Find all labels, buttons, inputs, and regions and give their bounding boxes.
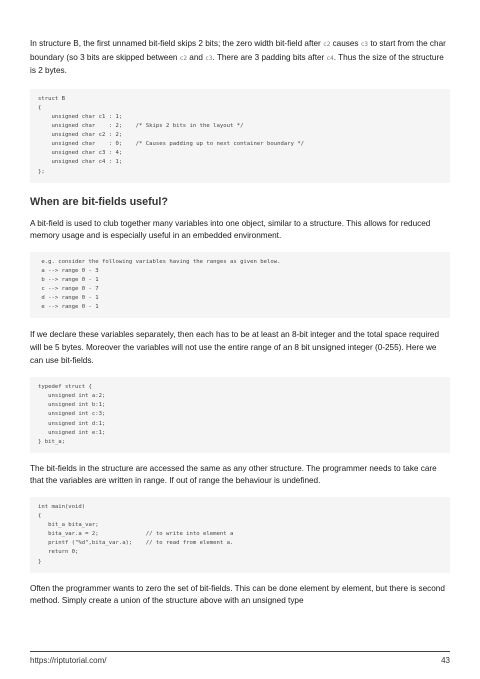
footer-url[interactable]: https://riptutorial.com/ bbox=[30, 656, 107, 665]
inline-code-c2: c2 bbox=[179, 54, 187, 62]
paragraph-bitfield-intro: A bit-field is used to club together many variables into one object, similar to a structure. This allows for reduced memory usage and is especially useful in an embedded environment. bbox=[30, 218, 431, 241]
intro-text: . There are 3 padding bits after bbox=[212, 52, 327, 62]
inline-code-c2: c2 bbox=[323, 41, 331, 48]
code-block-main: int main(void) { bit_a bita_var; bita_var.a = 2; // to write into element a printf ("%d",bita_var.a); // to read from element a. return 0; } bbox=[30, 497, 450, 573]
inline-code-c4: c4 bbox=[326, 54, 334, 62]
page-content bbox=[30, 38, 450, 608]
intro-text: to start from the char boundary (so 3 bits are skipped between bbox=[30, 39, 446, 62]
intro-text: In structure B, the first unnamed bit-field skips 2 bits; the zero width bit-field after bbox=[30, 39, 324, 48]
paragraph-zero-bitfields: Often the programmer wants to zero the set of bit-fields. This can be done element by element, but there is second method. Simply create a union of the structure above with an unsigned type bbox=[30, 583, 445, 606]
page-number: 43 bbox=[441, 656, 450, 665]
intro-text: . Thus the size of the structure is 2 bytes. bbox=[30, 52, 444, 76]
inline-code-c3: c3 bbox=[360, 41, 369, 48]
paragraph-separate-vars: If we declare these variables separately, then each has to be at least an 8-bit integer and the total space required will be 5 bytes. Moreover the variables will not use the entire range of an 8 bit unsigned integer (0-255). Here we can use bit-fields. bbox=[30, 330, 440, 365]
page-footer bbox=[30, 651, 450, 665]
inline-code-c3: c3 bbox=[205, 54, 213, 62]
code-block-typedef: typedef struct { unsigned int a:2; unsigned int b:1; unsigned int c:3; unsigned int d:1; unsigned int e:1; } bit_a; bbox=[30, 377, 450, 453]
paragraph-access: The bit-fields in the structure are accessed the same as any other structure. The programmer needs to take care that the variables are written in range. If out of range the behaviour is undefined. bbox=[30, 463, 437, 486]
code-block-ranges: e.g. consider the following variables having the ranges as given below. a --> range 0 - 3 b --> range 0 - 1 c --> range 0 - 7 d --> range 0 - 1 e --> range 0 - 1 bbox=[30, 252, 450, 319]
section-heading: When are bit-fields useful? bbox=[30, 195, 168, 208]
intro-paragraph bbox=[30, 38, 450, 78]
intro-text: causes bbox=[330, 39, 361, 48]
code-block-struct-b: struct B { unsigned char c1 : 1; unsigned char : 2; /* Skips 2 bits in the layout */ unsigned char c2 : 2; unsigned char : 0; /* Causes padding up to next container boundary */ unsigned char c3 : 4; unsigned char c4 : 1; }; bbox=[30, 89, 450, 183]
intro-text: and bbox=[186, 52, 206, 62]
